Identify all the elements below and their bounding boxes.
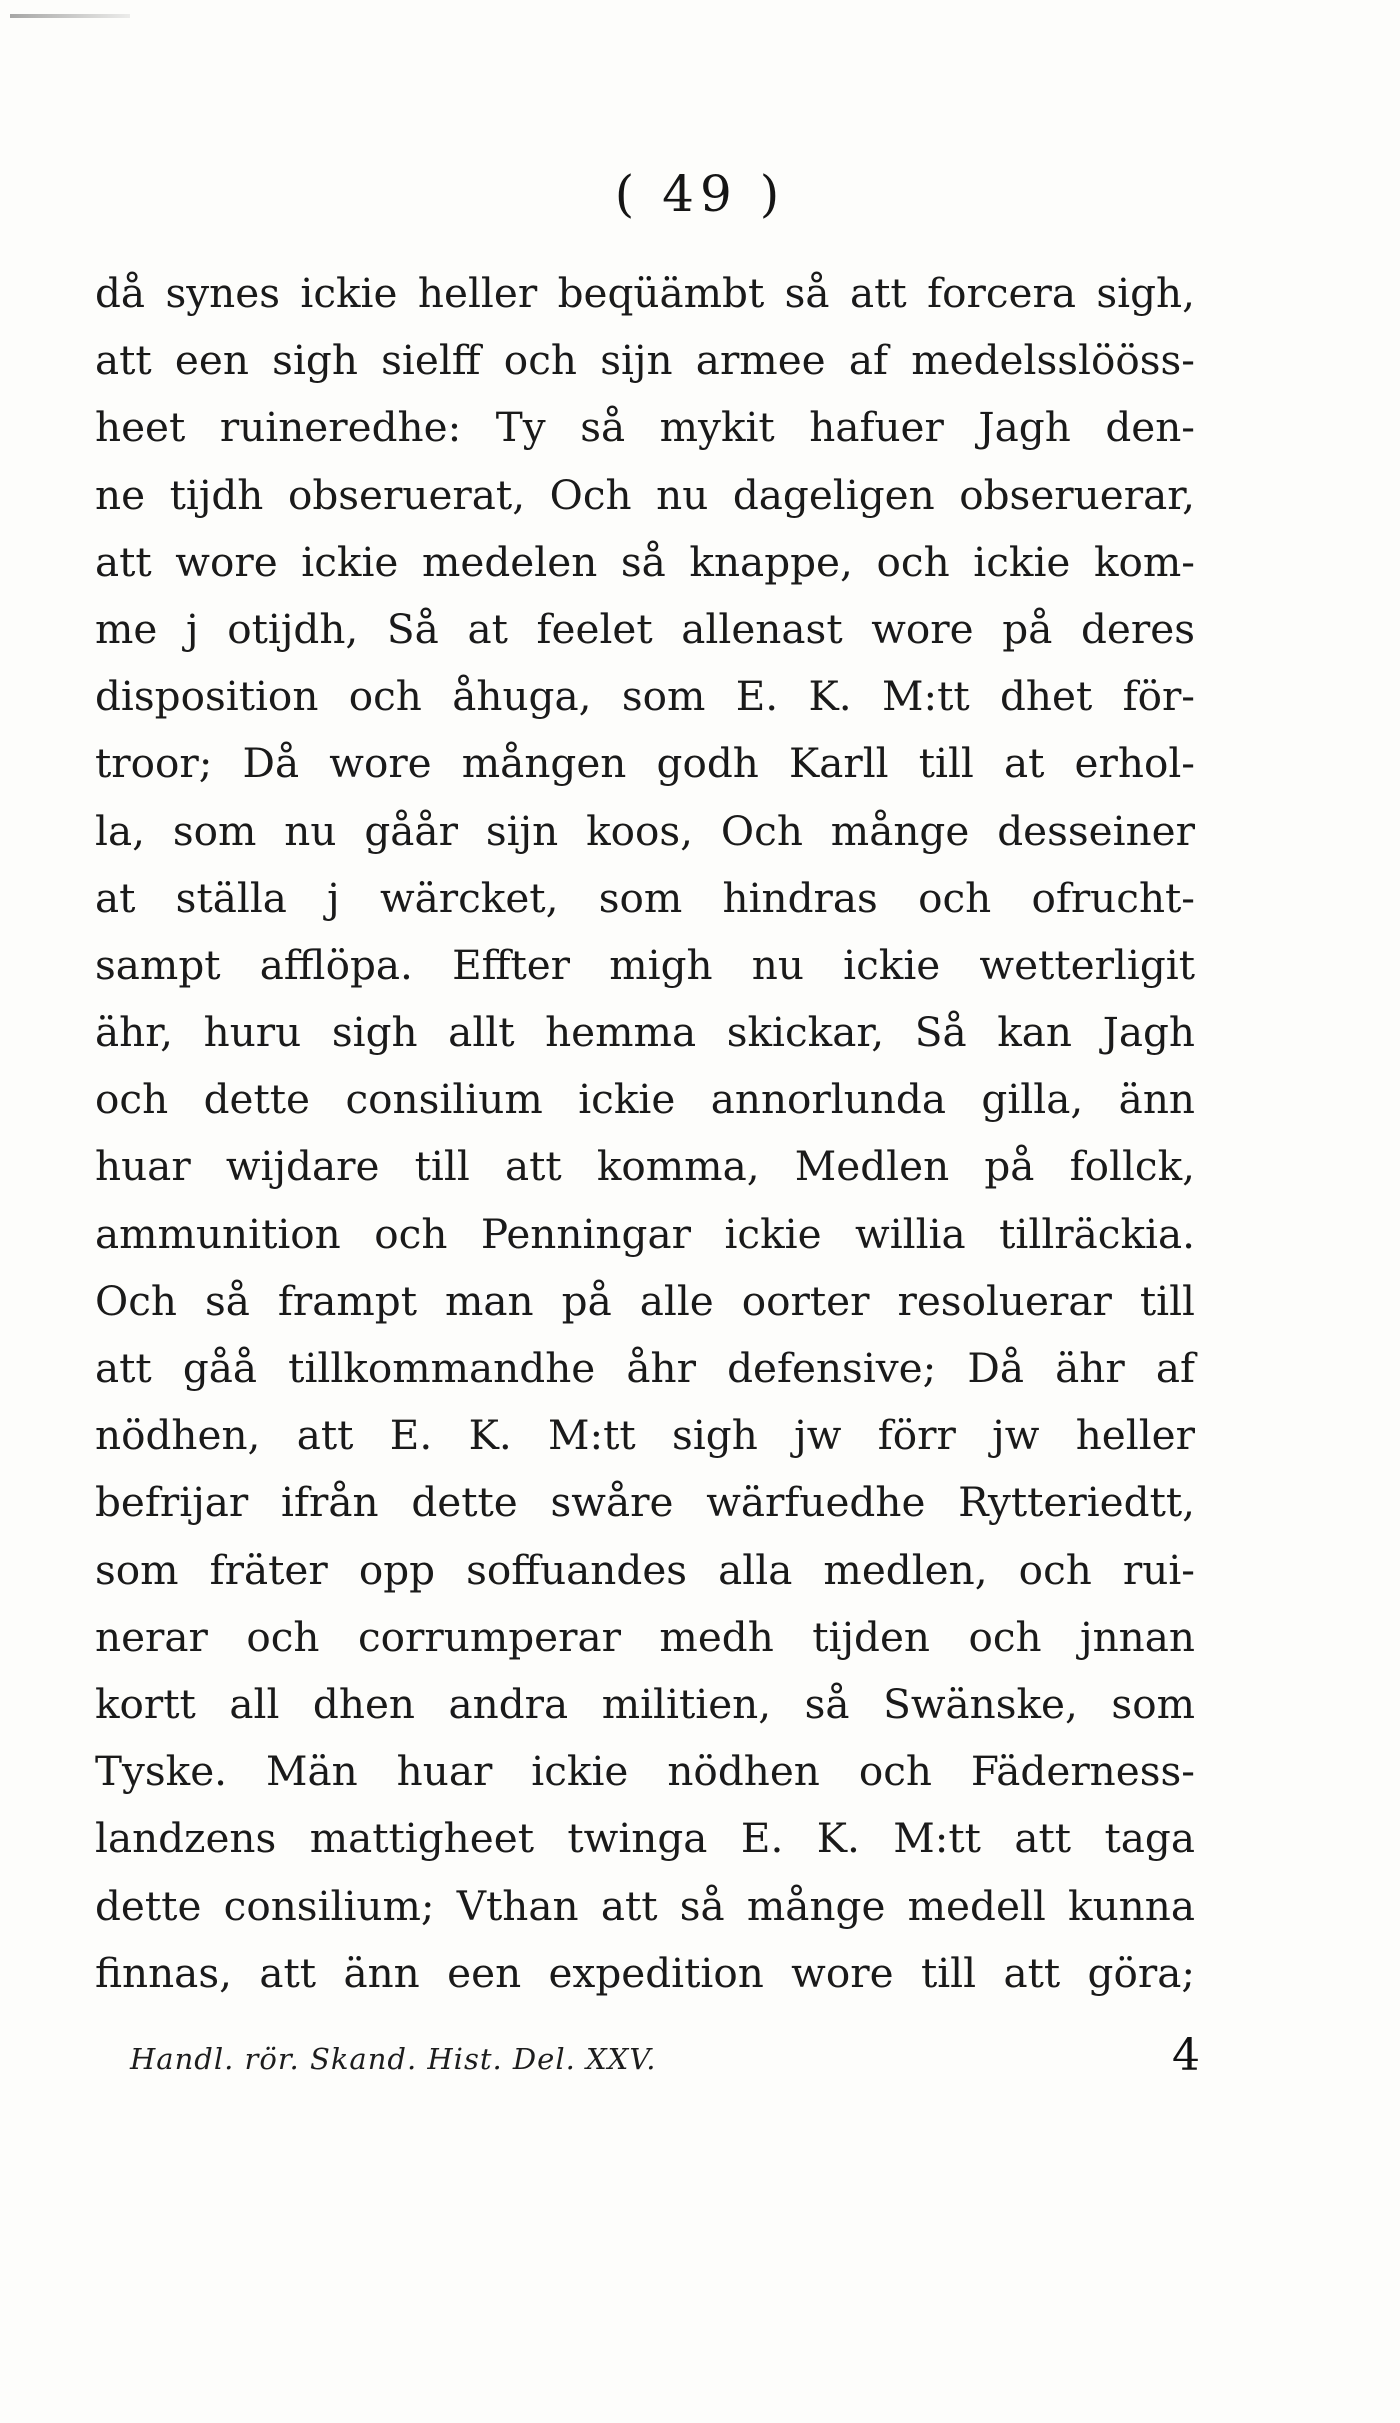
text-line: sampt afflöpa. Effter migh nu ickie wetterligit xyxy=(95,940,1195,989)
signature-line: Handl. rör. Skand. Hist. Del. XXV. xyxy=(130,2042,657,2076)
text-line: dette consilium; Vthan att så månge medell kunna xyxy=(95,1881,1195,1930)
text-line: me j otijdh, Så at feelet allenast wore på deres xyxy=(95,604,1195,653)
text-line: ähr, huru sigh allt hemma skickar, Så kan Jagh xyxy=(95,1008,1195,1057)
text-line: at ställa j wärcket, som hindras och ofrucht- xyxy=(95,873,1195,922)
text-line: nerar och corrumperar medh tijden och jnnan xyxy=(95,1612,1195,1661)
text-line: landzens mattigheet twinga E. K. M:tt att taga xyxy=(95,1814,1195,1863)
text-line: att gåå tillkommandhe åhr defensive; Då ähr af xyxy=(95,1344,1195,1392)
text-line: la, som nu gåår sijn koos, Och månge desseiner xyxy=(95,806,1195,855)
text-line: kortt all dhen andra militien, så Swänske, som xyxy=(95,1679,1195,1728)
text-line: disposition och åhuga, som E. K. M:tt dhet för- xyxy=(95,672,1195,721)
text-line: att wore ickie medelen så knappe, och ickie kom- xyxy=(95,537,1195,586)
text-line: och dette consilium ickie annorlunda gilla, änn xyxy=(95,1075,1195,1124)
text-line: ne tijdh obseruerat, Och nu dageligen obseruerar, xyxy=(95,470,1195,519)
page-footer xyxy=(130,2030,1200,2100)
text-line: att een sigh sielff och sijn armee af medelsslööss- xyxy=(95,336,1195,385)
text-line: finnas, att änn een expedition wore till att göra; xyxy=(95,1948,1195,1997)
text-line: Och så frampt man på alle oorter resoluerar till xyxy=(95,1276,1195,1325)
page-number-header: ( 49 ) xyxy=(614,165,786,223)
text-line: ammunition och Penningar ickie willia tillräckia. xyxy=(95,1209,1195,1258)
signature-mark: 4 xyxy=(1172,2030,1200,2081)
text-line: befrijar ifrån dette swåre wärfuedhe Rytteriedtt, xyxy=(95,1478,1195,1527)
text-line: troor; Då wore mången godh Karll till at erhol- xyxy=(95,739,1195,788)
text-line: huar wijdare till att komma, Medlen på follck, xyxy=(95,1142,1195,1191)
text-line: som fräter opp soffuandes alla medlen, och rui- xyxy=(95,1545,1195,1594)
text-line: nödhen, att E. K. M:tt sigh jw förr jw heller xyxy=(95,1411,1195,1460)
text-line: Tyske. Män huar ickie nödhen och Fäderness- xyxy=(95,1747,1195,1796)
body-text xyxy=(95,260,1195,2007)
text-line: heet ruineredhe: Ty så mykit hafuer Jagh den- xyxy=(95,403,1195,452)
text-line: då synes ickie heller beqüämbt så att forcera sigh, xyxy=(95,269,1195,317)
top-edge-smudge xyxy=(10,14,130,18)
